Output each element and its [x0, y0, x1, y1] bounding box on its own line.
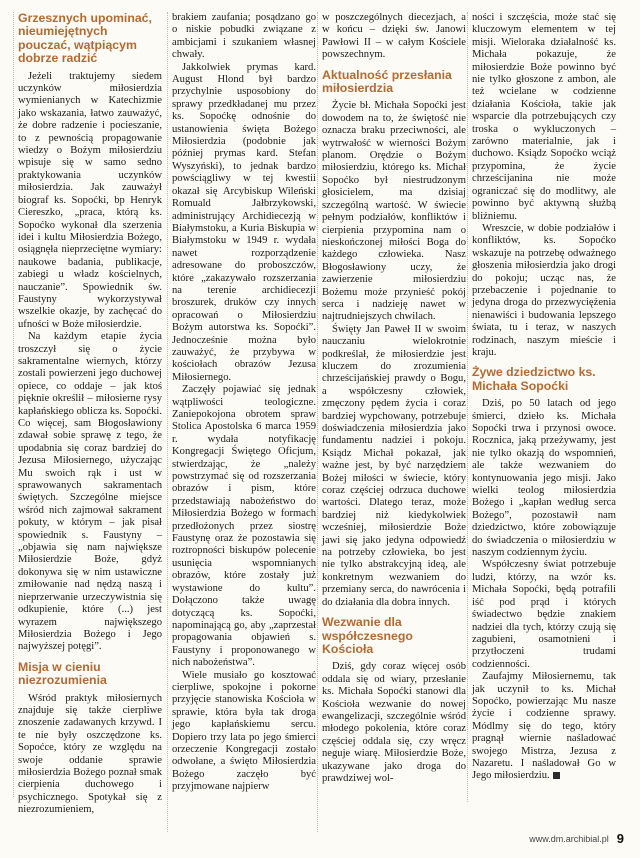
paragraph: brakiem zaufania; posądzano go o niskie pobudki związane z ambicjami i szukaniem własnej chwały.: [172, 12, 316, 61]
section-heading: Grzesznych upominać, nieumiejętnych pouczać, wątpiącym dobrze radzić: [18, 11, 152, 66]
section-heading: Wezwanie dla współczesnego Kościoła: [322, 615, 413, 656]
paragraph: Święty Jan Paweł II w swoim nauczaniu wielokrotnie podkreślał, że miłosierdzie jest kluczem do zrozumienia chrześcijańskiej prawdy o Bogu, a współczesny człowiek, zmęczony pędem życia i coraz bardziej wypchowany, potrzebuje doświadczenia miłosierdzia jako fundamentu nadziei i pokoju. Ksiądz Michał pokazał, jak ważne jest, by być narzędziem Bożej miłości w świecie, który coraz częściej odrzuca duchowe wartości. Dlatego teraz, może bardziej niż kiedykolwiek wcześniej, miłosierdzie Boże jawi się jako jedyna odpowiedź na potrzeby człowieka, bo jest nie tylko abstrakcyjną ideą, ale konkretnym wezwaniem do przemiany serca, do nawrócenia i do działania dla dobra innych.: [322, 323, 466, 608]
paragraph: ności i szczęścia, może stać się kluczowym elementem w tej misji. Wielorakа działalność ks. Michała pokazuje, że miłosierdzie Boże powinno być nie tylko głoszone z ambon, ale też wcielane w codzienne działania Kościoła, takie jak wsparcie dla potrzebujących czy troska o wykluczonych – zarówno materialnie, jak i duchowo. Ksiądz Sopoćko wciąż przypomina, że życie chrześcijanina nie może ograniczać się do modlitwy, ale powinno być aktywną służbą bliźniemu.: [472, 12, 616, 222]
paragraph: Zaufajmy Miłosiernemu, tak jak uczynił to ks. Michał Sopoćko, powierzając Mu nasze życie i codzienne sprawy. Módlmy się do tego, który pragnął wiernie naśladować swojego Mistrza, Jezusa z Nazaretu. I naśladował Go w Jego miłosierdziu.: [472, 671, 616, 782]
section-heading: Żywe dziedzictwo ks. Michała Sopoćki: [472, 365, 596, 393]
footer-url: www.dm.archibial.pl: [529, 833, 609, 844]
article-column-2: [172, 12, 316, 832]
paragraph: Na każdym etapie życia troszczył się o życie sakramentalne wiernych, którzy zostali powierzeni jego duchowej opiece, co oddaje – jak ktoś pięknie określił – miłosierne rysy kapłańskiego oblicza ks. Sopoćki. Co więcej, sam Błogosławiony zdawał sobie sprawę z tego, że upodabnia się coraz bardziej do Jezusa Miłosiernego, użyczając Mu swoich rąk i ust w sprawowanych sakramentach świętych. Szczególne miejsce wśród nich zajmował sakrament pokuty, w którym – jak pisał spowiednik s. Faustyny – „objawia się nam największe Miłosierdzie Boże, gdyż dokonywa się w nim ustawiczne zmiłowanie nad nędzą naszą i nieprzerwanie urzeczywistnia się odkupienie, które (...) jest wyrazem największego Miłosierdzia Bożego i Jego najwyższej potęgi”.: [18, 331, 162, 653]
paragraph: Zaczęły pojawiać się jednak wątpliwości teologiczne. Zaniepokojona obrotem spraw Stolica Apostolska 6 marca 1959 r. wydała notyfikację Kongregacji Świętego Oficjum, stwierdzając, że „należy powstrzymać się od rozszerzania obrazów i pism, które przedstawiają nabożeństwo do Miłosierdzia Bożego w formach przedłożonych przez siostrę Faustynę oraz że pozostawia się roztropności biskupów polecenie usunięcia wspomnianych obrazów, które zostały już wystawione do kultu”. Dołączono także uwagę dotyczącą ks. Sopoćki, napominającą go, aby „zaprzestał propagowania objawień s. Faustyny i proponowanego w nich nabożeństwa”.: [172, 384, 316, 669]
section-heading: Misja w cieniu niezrozumienia: [18, 659, 107, 688]
end-of-article-mark: [553, 772, 560, 779]
paragraph: Dziś, po 50 latach od jego śmierci, dzieło ks. Michała Sopoćki trwa i przynosi owoce. Rocznica, jaką przeżywamy, jest nie tylko okazją do wspomnień, ale także wezwaniem do kontynuowania jego misji. Jako wielki teolog miłosierdzia Bożego i „kapłan według serca Bożego”, pozostawił nam dziedzictwo, które zobowiązuje do świadczenia o miłosierdziu w naszym codziennym życiu.: [472, 398, 616, 559]
paragraph: w poszczególnych diecezjach, a w końcu – dzięki św. Janowi Pawłowi II – w całym Kościele powszechnym.: [322, 12, 466, 61]
paragraph: Życie bł. Michała Sopoćki jest dowodem na to, że świętość nie oznacza braku przeciwności, ale wytrwałość w wierności Bożym planom. Orędzie o Bożym miłosierdziu, którego ks. Michał Sopoćko był niestrudzonym głosicielem, ma dzisiaj szczególną wartość. W świecie pełnym podziałów, konfliktów i cierpienia przypomina nam o nieskończonej miłości Boga do każdego człowieka. Nasz Błogosławiony uczy, że zawierzenie miłosierdziu Bożemu może przynieść pokój serca i nadzieję nawet w najtrudniejszych chwilach.: [322, 100, 466, 323]
paragraph: Współczesny świat potrzebuje ludzi, którzy, na wzór ks. Michała Sopoćki, będą potrafili iść pod prąd i których świadectwo będzie znakiem nadziei dla tych, którzy czują się zagubieni, osamotnieni i przytłoczeni trudami codzienności.: [472, 559, 616, 670]
paragraph: Wiele musiało go kosztować cierpliwe, spokojne i pokorne przyjęcie stanowiska Kościoła w sprawie, która była tak droga jego kapłańskiemu sercu. Dopiero trzy lata po jego śmierci orzeczenie Kongregacji zostało odwołane, a święto Miłosierdzia Bożego zaczęło być przyjmowane najpierw: [172, 669, 316, 793]
article-column-4: [472, 12, 616, 802]
article-column-3: [322, 12, 466, 832]
paragraph: Jeżeli traktujemy siedem uczynków miłosierdzia wymienianych w Katechizmie jako wskazania, łatwo zauważyć, że dobre radzenie i pocieszanie, to z pewnością propagowanie wiedzy o Bożym miłosierdziu wpisuje się w samo sedno praktykowania uczynków miłosierdzia. Jak zauważył biograf ks. Sopoćki, bp Henryk Ciereszko, „praca, którą ks. Sopoćko wykonał dla szerzenia idei i kultu Miłosierdzia Bożego, osiągnęła nieprzeciętne wymiary: naukowe badania, publikacje, zabiegi u władz kościelnych, nauczanie”. Spowiednik św. Faustyny wykorzystywał wszelkie okazje, by zachęcać do ufności w Boże miłosierdzie.: [18, 70, 162, 330]
section-heading: Aktualność przesłania miłosierdzia: [322, 67, 452, 96]
paragraph: Wśród praktyk miłosiernych znajduje się także cierpliwe znoszenie zadawanych krzywd. I te nie były oszczędzone ks. Sopoćce, który ze względu na swoje oddanie sprawie miłosierdzia Bożego poznał smak cierpienia duchowego i psychicznego. Spotykał się z niezrozumieniem,: [18, 692, 162, 816]
paragraph: Wreszcie, w dobie podziałów i konfliktów, ks. Sopoćko wskazuje na potrzebę odważnego głoszenia miłosierdzia jako drogi do pokoju; ucząc nas, że przebaczenie i pojednanie to jedyna droga do przezwyciężenia nienawiści i budowania lepszego świata, tu i teraz, w naszych rodzinach, naszym mieście i kraju.: [472, 222, 616, 358]
paragraph: Jakkolwiek prymas kard. August Hlond był bardzo przychylnie usposobiony do sprawy przedkładanej mu przez ks. Sopoćkę odnośnie do ustanowienia święta Bożego Miłosierdzia (podobnie jak później prymas kard. Stefan Wyszyński), to jednak bardzo powściągliwy w tej kwestii okazał się Arcybiskup Wileński Romuald Jałbrzykowski, administrujący Archidiecezją w Białymstoku, a Kuria Biskupia w Białymstoku w 1949 r. wydała nawet rozporządzenie adresowane do proboszczów, które „zakazywało rozszerzania na terenie archidiecezji broszurek, druków czy innych opracowań o Miłosierdziu Bożym autorstwa ks. Sopoćki”. Jednocześnie można było zauważyć, że przybywa w kościołach obrazów Jezusa Miłosiernego.: [172, 61, 316, 383]
article-column-1: [18, 11, 162, 816]
page-number: 9: [616, 831, 624, 846]
paragraph: Dziś, gdy coraz więcej osób oddala się od wiary, przesłanie ks. Michała Sopoćki stanowi dla Kościoła wezwanie do nowej ewangelizacji, szczególnie wśród młodego pokolenia, które coraz częściej oddala się, czy wręcz neguje wiarę. Miłosierdzie Boże, ukazywane jako droga do prawdziwej wol-: [322, 661, 466, 784]
page-footer: [529, 831, 624, 846]
